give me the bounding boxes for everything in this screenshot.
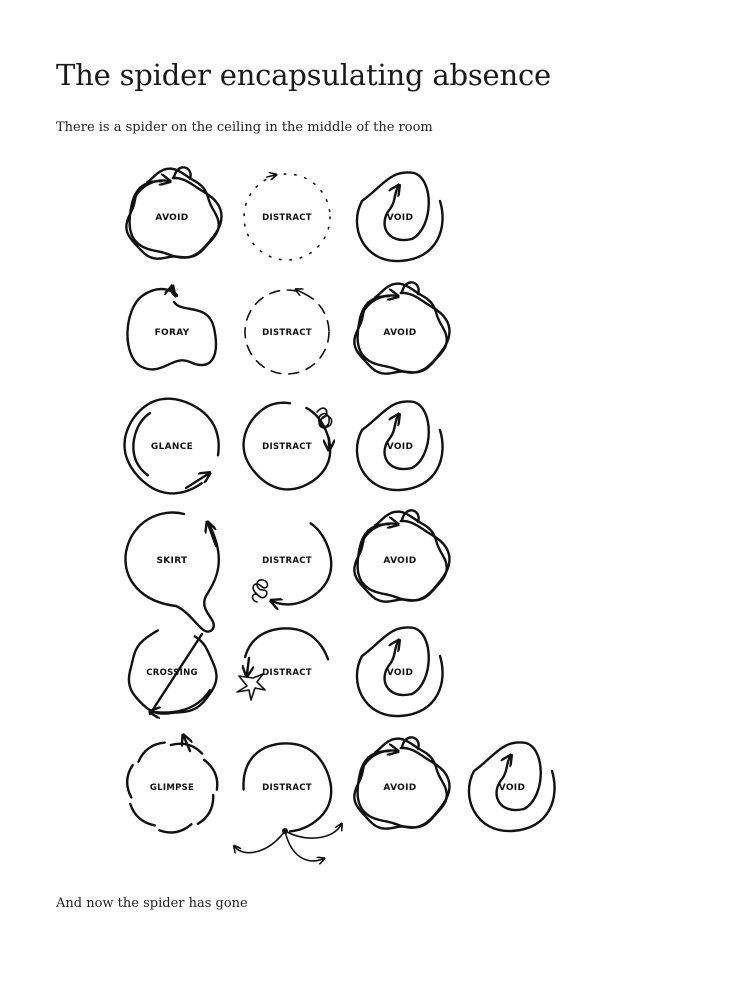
sketch-foray [127, 288, 215, 369]
sketch-avoid [354, 282, 449, 373]
diagram-row [126, 167, 442, 261]
cell-label: CROSSING [146, 668, 198, 678]
sketch-avoid [354, 737, 449, 828]
cell-label: DISTRACT [262, 213, 312, 223]
sketch-void [357, 172, 443, 261]
cell-label: AVOID [155, 213, 189, 223]
diagram-row [129, 627, 443, 716]
cell-label: GLIMPSE [149, 783, 195, 793]
intro-text: There is a spider on the ceiling in the middle of the room [56, 120, 433, 135]
cell-label: VOID [498, 783, 526, 793]
page-title: The spider encapsulating absence [56, 58, 551, 92]
sketch-distract-dotted [244, 174, 330, 260]
outro-text: And now the spider has gone [56, 896, 248, 911]
sketch-void [469, 742, 555, 831]
cell-label: VOID [386, 668, 414, 678]
sketch-distract-branch [235, 743, 341, 860]
sketch-void [357, 627, 443, 716]
cell-label: DISTRACT [262, 783, 312, 793]
cell-label: DISTRACT [262, 668, 312, 678]
cell-label: SKIRT [156, 556, 188, 566]
cell-label: FORAY [154, 328, 190, 338]
sketch-distract-scribble [244, 403, 332, 490]
diagram-row [125, 510, 449, 631]
sketch-void [357, 401, 443, 490]
cell-label: AVOID [383, 783, 417, 793]
cell-label: DISTRACT [262, 442, 312, 452]
sketch-skirt [125, 513, 218, 632]
sketch-distract-star [237, 628, 328, 700]
diagram-row [127, 737, 554, 861]
sketch-distract-flower [253, 523, 332, 604]
diagram-row [125, 399, 443, 494]
sketch-distract-dashed [245, 290, 329, 374]
cell-label: AVOID [383, 556, 417, 566]
cell-label: VOID [386, 213, 414, 223]
sketch-avoid [126, 167, 221, 258]
cell-label: VOID [386, 442, 414, 452]
cell-label: DISTRACT [262, 556, 312, 566]
sketch-glance [125, 399, 219, 494]
cell-label: GLANCE [150, 442, 194, 452]
sketch-crossing [129, 631, 217, 715]
cell-label: DISTRACT [262, 328, 312, 338]
diagram-row [127, 282, 449, 374]
sketch-avoid [354, 510, 449, 601]
sketch-glimpse [127, 737, 217, 832]
cell-label: AVOID [383, 328, 417, 338]
